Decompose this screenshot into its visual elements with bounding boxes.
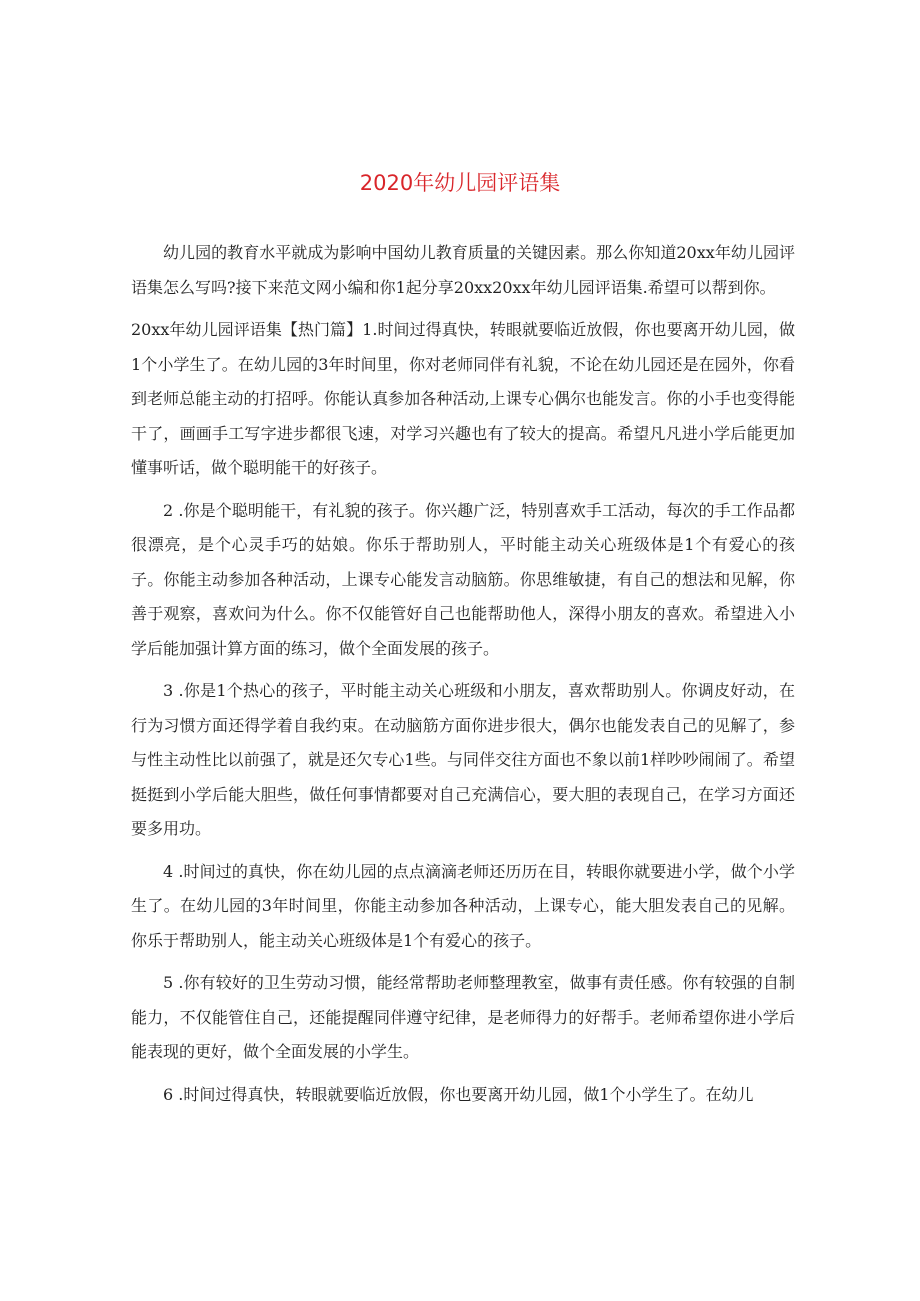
document-title: 2020年幼儿园评语集	[359, 171, 561, 195]
paragraph-6: 6 .时间过得真快，转眼就要临近放假，你也要离开幼儿园，做1个小学生了。在幼儿	[163, 1084, 754, 1104]
paragraph-intro: 幼儿园的教育水平就成为影响中国幼儿教育质量的关键因素。那么你知道20xx年幼儿园评语集怎么写吗?接下来范文网小编和你1起分享20xx20xx年幼儿园评语集.希望可以帮到你。	[131, 243, 795, 297]
paragraph-1: 20xx年幼儿园评语集【热门篇】1.时间过得真快，转眼就要临近放假，你也要离开幼儿园，做1个小学生了。在幼儿园的3年时间里，你对老师同伴有礼貌，不论在幼儿园还是在园外，你看到老师总能主动的打招呼。你能认真参加各种活动,上课专心偶尔也能发言。你的小手也变得能干了，画画手工写字进步都很飞速，对学习兴趣也有了较大的提高。希望凡凡进小学后能更加懂事听话，做个聪明能干的好孩子。	[131, 320, 795, 477]
paragraph-2: 2 .你是个聪明能干，有礼貌的孩子。你兴趣广泛，特别喜欢手工活动，每次的手工作品都很漂亮，是个心灵手巧的姑娘。你乐于帮助别人，平时能主动关心班级体是1个有爱心的孩子。你能主动参加各种活动，上课专心能发言动脑筋。你思维敏捷，有自己的想法和见解，你善于观察，喜欢问为什么。你不仅能管好自己也能帮助他人，深得小朋友的喜欢。希望进入小学后能加强计算方面的练习，做个全面发展的孩子。	[131, 500, 795, 658]
document-body	[131, 236, 795, 1112]
paragraph-4: 4 .时间过的真快，你在幼儿园的点点滴滴老师还历历在目，转眼你就要进小学，做个小学生了。在幼儿园的3年时间里，你能主动参加各种活动，上课专心，能大胆发表自己的见解。你乐于帮助别人，能主动关心班级体是1个有爱心的孩子。	[131, 861, 795, 950]
paragraph-5: 5 .你有较好的卫生劳动习惯，能经常帮助老师整理教室，做事有责任感。你有较强的自制能力，不仅能管住自己，还能提醒同伴遵守纪律，是老师得力的好帮手。老师希望你进小学后能表现的更好，做个全面发展的小学生。	[131, 973, 795, 1061]
paragraph-3: 3 .你是1个热心的孩子，平时能主动关心班级和小朋友，喜欢帮助别人。你调皮好动，在行为习惯方面还得学着自我约束。在动脑筋方面你进步很大，偶尔也能发表自己的见解了，参与性主动性比以前强了，就是还欠专心1些。与同伴交往方面也不象以前1样吵吵闹闹了。希望挺挺到小学后能大胆些，做任何事情都要对自己充满信心，要大胆的表现自己，在学习方面还要多用功。	[131, 681, 795, 838]
